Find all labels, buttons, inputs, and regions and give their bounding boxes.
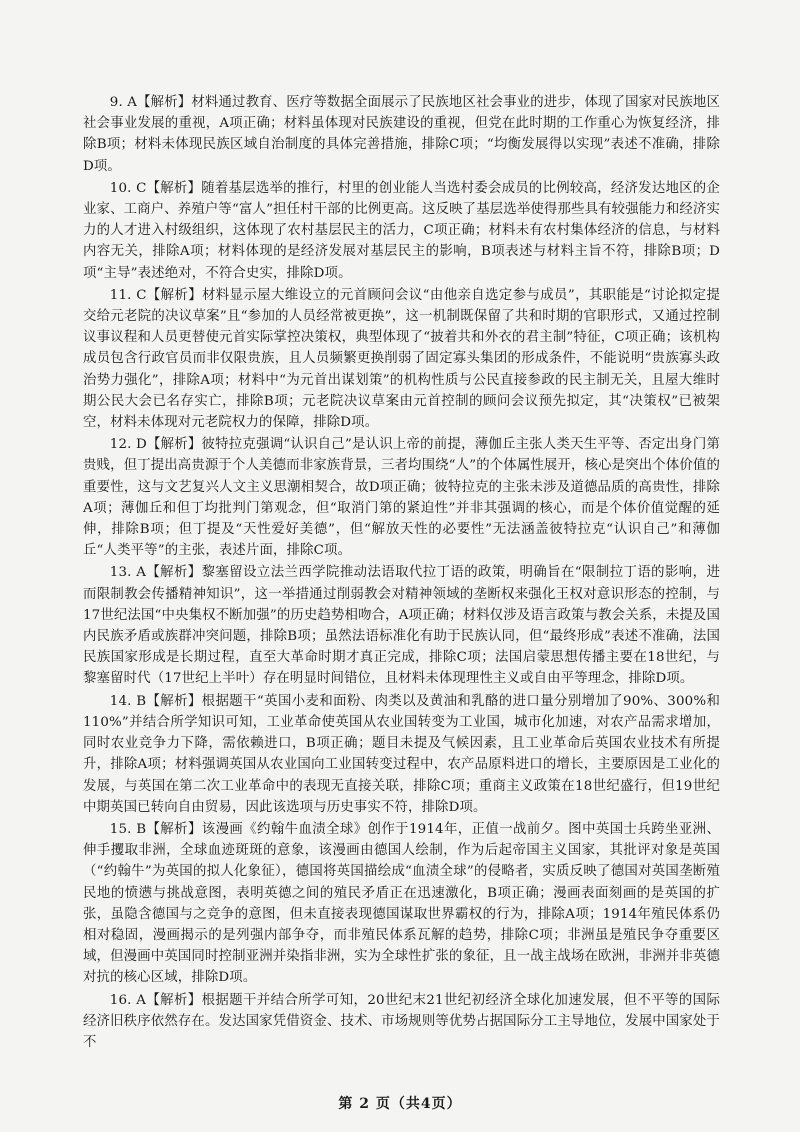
answer-paragraph-10: 10. C【解析】随着基层选举的推行，村里的创业能人当选村委会成员的比例较高，经济发达地区的企业家、工商户、养殖户等“富人”担任村干部的比例更高。这反映了基层选举使得那些具有较强能力和经济实力的人才进入村级组织，这体现了农村基层民主的活力，C项正确；材料未有农村集体经济的信息，与材料内容无关，排除A项；材料体现的是经济发展对基层民主的影响，B项表述与材料主旨不符，排除B项；D项“主导”表述绝对，不符合史实，排除D项。 <box>83 180 720 281</box>
answer-paragraph-12: 12. D【解析】彼特拉克强调“认识自己”是认识上帝的前提，薄伽丘主张人类天生平等、否定出身门第贵贱，但丁提出高贵源于个人美德而非家族背景，三者均围绕“人”的个体属性展开，核心是突出个体价值的重要性，这与文艺复兴人文主义思潮相契合，故D项正确；彼特拉克的主张未涉及道德品质的高贵性，排除A项；薄伽丘和但丁均批判门第观念，但“取消门第的紧迫性”并非其强调的核心，而是个体价值觉醒的延伸，排除B项；但丁提及“天性爱好美德”，但“解放天性的必要性”无法涵盖彼特拉克“认识自己”和薄伽丘“人类平等”的主张，表述片面，排除C项。 <box>83 437 720 559</box>
answer-paragraph-16: 16. A【解析】根据题干并结合所学可知，20世纪末21世纪初经济全球化加速发展，但不平等的国际经济旧秩序依然存在。发达国家凭借资金、技术、市场规则等优势占据国际分工主导地位，发展中国家处于不 <box>83 992 720 1050</box>
answer-paragraph-9: 9. A【解析】材料通过教育、医疗等数据全面展示了民族地区社会事业的进步，体现了国家对民族地区社会事业发展的重视，A项正确；材料虽体现对民族建设的重视，但党在此时期的工作重心为恢复经济，排除B项；材料未体现民族区域自治制度的具体完善措施，排除C项；“均衡发展得以实现”表述不准确，排除D项。 <box>83 95 720 174</box>
answer-paragraph-15: 15. B【解析】该漫画《约翰牛血渍全球》创作于1914年，正值一战前夕。图中英国士兵跨坐亚洲、伸手攫取非洲，全球血迹斑斑的意象，该漫画由德国人绘制，作为后起帝国主义国家，其批评对象是英国（“约翰牛”为英国的拟人化象征），德国将英国描绘成“血渍全球”的侵略者，实质反映了德国对英国垄断殖民地的愤懑与挑战意图，表明英德之间的殖民矛盾正在迅速激化，B项正确；漫画表面刻画的是英国的扩张，虽隐含德国与之竞争的意图，但未直接表现德国谋取世界霸权的行为，排除A项；1914年殖民体系仍相对稳固，漫画揭示的是列强内部争夺，而非殖民体系瓦解的趋势，排除C项；非洲虽是殖民争夺重要区域，但漫画中英国同时控制亚洲并染指非洲，实为全球性扩张的象征，且一战主战场在欧洲，非洲并非英德对抗的核心区域，排除D项。 <box>83 821 720 986</box>
answer-paragraph-11: 11. C【解析】材料显示屋大维设立的元首顾问会议“由他亲自选定参与成员”，其职能是“讨论拟定提交给元老院的决议草案”且“参加的人员经常被更换”，这一机制既保留了共和时期的官职形式，又通过控制议事议程和人员更替使元首实际掌控决策权，典型体现了“披着共和外衣的君主制”特征，C项正确；该机构成员包含行政官员而非仅限贵族，且人员频繁更换削弱了固定寡头集团的形成条件，不能说明“贵族寡头政治势力强化”，排除A项；材料中“为元首出谋划策”的机构性质与公民直接参政的民主制无关，且屋大维时期公民大会已名存实亡，排除B项；元老院决议草案由元首控制的顾问会议预先拟定，其“决策权”已被架空，材料未体现对元老院权力的保障，排除D项。 <box>83 287 720 431</box>
answer-paragraph-13: 13. A【解析】黎塞留设立法兰西学院推动法语取代拉丁语的政策，明确旨在“限制拉丁语的影响，进而限制教会传播精神知识”，这一举措通过削弱教会对精神领域的垄断权来强化王权对意识形态的控制，与17世纪法国“中央集权不断加强”的历史趋势相吻合，A项正确；材料仅涉及语言政策与教会关系，未提及国内民族矛盾或族群冲突问题，排除B项；虽然法语标准化有助于民族认同，但“最终形成”表述不准确，法国民族国家形成是长期过程，直至大革命时期才真正完成，排除C项；法国启蒙思想传播主要在18世纪，与黎塞留时代（17世纪上半叶）存在明显时间错位，且材料未体现理性主义或自由平等理念，排除D项。 <box>83 565 720 687</box>
answer-paragraph-14: 14. B【解析】根据题干“英国小麦和面粉、肉类以及黄油和乳酪的进口量分别增加了90%、300%和110%”并结合所学知识可知，工业革命使英国从农业国转变为工业国，城市化加速，对农产品需求增加，同时农业竞争力下降，需依赖进口，B项正确；题目未提及气候因素，且工业革命后英国农业技术有所提升，排除A项；材料强调英国从农业国向工业国转变过程中，农产品原料进口的增长，主要原因是工业化的发展，与英国在第二次工业革命中的表现无直接关联，排除C项；重商主义政策在18世纪盛行，但19世纪中期英国已转向自由贸易，因此该选项与历史事实不符，排除D项。 <box>83 693 720 815</box>
page-number-footer: 第 2 页（共4页） <box>338 1096 462 1112</box>
